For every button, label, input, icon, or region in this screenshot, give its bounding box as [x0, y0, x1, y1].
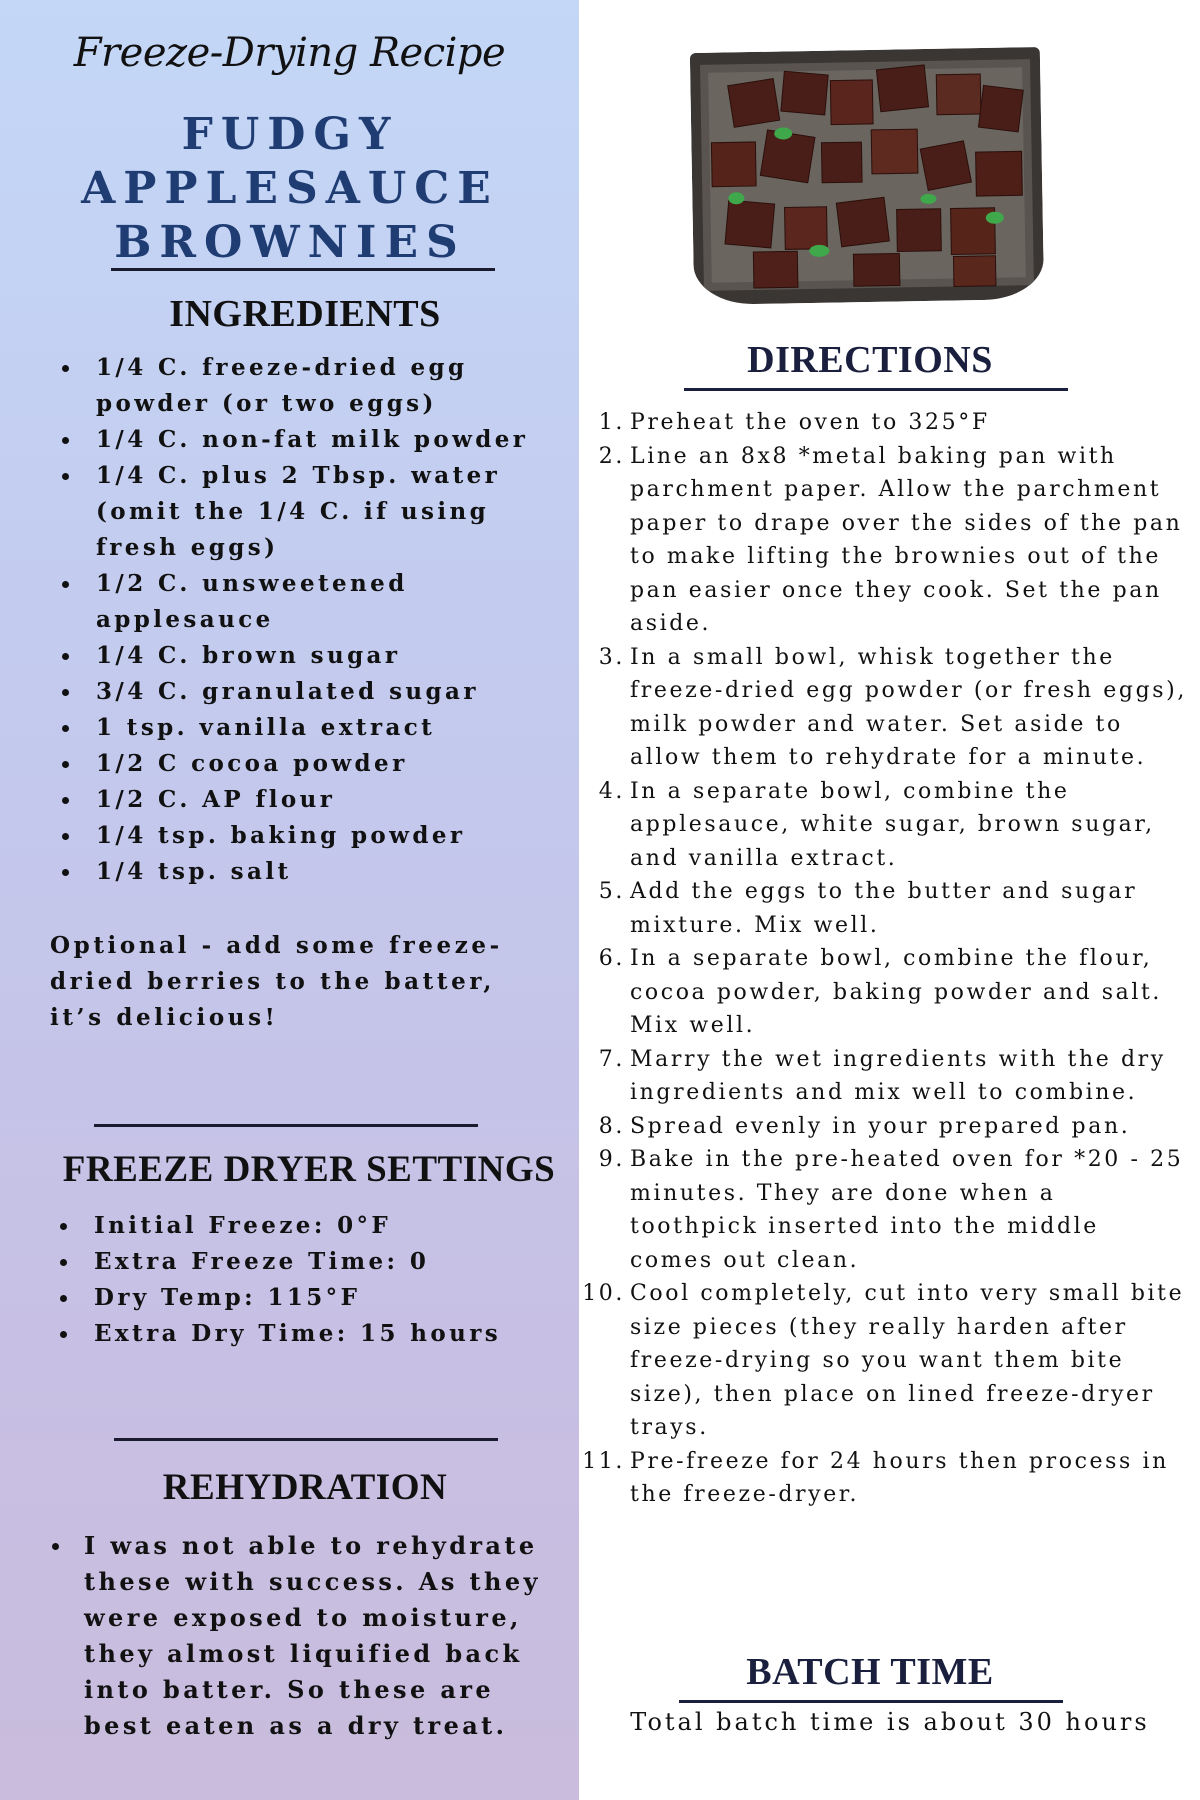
recipe-title-line: FUDGY: [181, 109, 399, 160]
setting-item: Dry Temp: 115°F: [54, 1280, 574, 1316]
batch-time-heading: BATCH TIME: [746, 1651, 994, 1693]
settings-list: [54, 1208, 574, 1352]
direction-step: 7. Marry the wet ingredients with the dry ingredients and mix well to combine.: [598, 1046, 1166, 1105]
ingredient-item: 3/4 C. granulated sugar: [56, 674, 576, 710]
ingredient-item: 1/4 C. freeze-dried egg powder (or two eggs): [56, 350, 576, 422]
directions-list: [582, 406, 1190, 1512]
ingredient-item: 1/2 C. AP flour: [56, 782, 576, 818]
direction-step: 10. Cool completely, cut into very small bite size pieces (they really harden after freeze-drying so you want them bite size), then place on lined freeze-dryer trays.: [582, 1281, 1185, 1440]
setting-item: Initial Freeze: 0°F: [54, 1208, 574, 1244]
ingredient-item: 1/4 tsp. salt: [56, 854, 576, 890]
rehydration-list: [46, 1528, 566, 1744]
rehydration-item: I was not able to rehydrate these with success. As they were exposed to moisture, they almost liquified back into batter. So these are best eaten as a dry treat.: [46, 1528, 566, 1744]
recipe-title-line: BROWNIES: [114, 217, 466, 268]
setting-item: Extra Freeze Time: 0: [54, 1244, 574, 1280]
ingredient-item: 1/4 tsp. baking powder: [56, 818, 576, 854]
batch-time-text: Total batch time is about 30 hours: [630, 1708, 1150, 1736]
direction-step: 5. Add the eggs to the butter and sugar mixture. Mix well.: [598, 879, 1138, 938]
recipe-title-line: APPLESAUCE: [81, 163, 499, 214]
settings-divider: [94, 1124, 478, 1127]
batch-time-divider: [679, 1700, 1063, 1703]
rehydration-divider: [114, 1438, 498, 1441]
rehydration-heading: REHYDRATION: [162, 1467, 448, 1508]
direction-step: 6. In a separate bowl, combine the flour, cocoa powder, baking powder and salt. Mix well.: [598, 946, 1163, 1038]
direction-step: 11. Pre-freeze for 24 hours then process in the freeze-dryer.: [582, 1448, 1169, 1507]
ingredient-item: 1/4 C. plus 2 Tbsp. water (omit the 1/4 C. if using fresh eggs): [56, 458, 576, 566]
brownies-photo: [690, 47, 1044, 305]
ingredient-item: 1/4 C. brown sugar: [56, 638, 576, 674]
recipe-title: [60, 108, 520, 270]
setting-item: Extra Dry Time: 15 hours: [54, 1316, 574, 1352]
direction-step: 8. Spread evenly in your prepared pan.: [598, 1113, 1131, 1139]
left-panel: [0, 0, 579, 1800]
recipe-type-label: Freeze-Drying Recipe: [73, 30, 506, 76]
direction-step: 1. Preheat the oven to 325°F: [598, 410, 990, 435]
title-divider: [111, 268, 495, 271]
direction-step: 4. In a separate bowl, combine the applesauce, white sugar, brown sugar, and vanilla extract.: [598, 778, 1155, 871]
directions-heading: DIRECTIONS: [747, 339, 993, 381]
ingredients-heading: INGREDIENTS: [169, 293, 441, 335]
directions-divider: [684, 388, 1068, 391]
optional-note: Optional - add some freeze-dried berries to the batter, it’s delicious!: [50, 932, 503, 1031]
ingredients-list: [56, 350, 576, 890]
brownies-photo-image: [690, 47, 1044, 305]
ingredient-item: 1/4 C. non-fat milk powder: [56, 422, 576, 458]
ingredient-item: 1/2 C. unsweetened applesauce: [56, 566, 576, 638]
ingredient-item: 1 tsp. vanilla extract: [56, 710, 576, 746]
direction-step: 3. In a small bowl, whisk together the freeze-dried egg powder (or fresh eggs), milk powder and water. Set aside to allow them to rehydrate for a minute.: [598, 644, 1187, 770]
direction-step: 2. Line an 8x8 *metal baking pan with parchment paper. Allow the parchment paper to drape over the sides of the pan to make lifting the brownies out of the pan easier once they cook. Set the pan aside.: [598, 443, 1183, 636]
ingredient-item: 1/2 C cocoa powder: [56, 746, 576, 782]
direction-step: 9. Bake in the pre-heated oven for *20 - 25 minutes. They are done when a toothpick inserted into the middle comes out clean.: [598, 1147, 1184, 1273]
settings-heading: FREEZE DRYER SETTINGS: [62, 1149, 556, 1190]
